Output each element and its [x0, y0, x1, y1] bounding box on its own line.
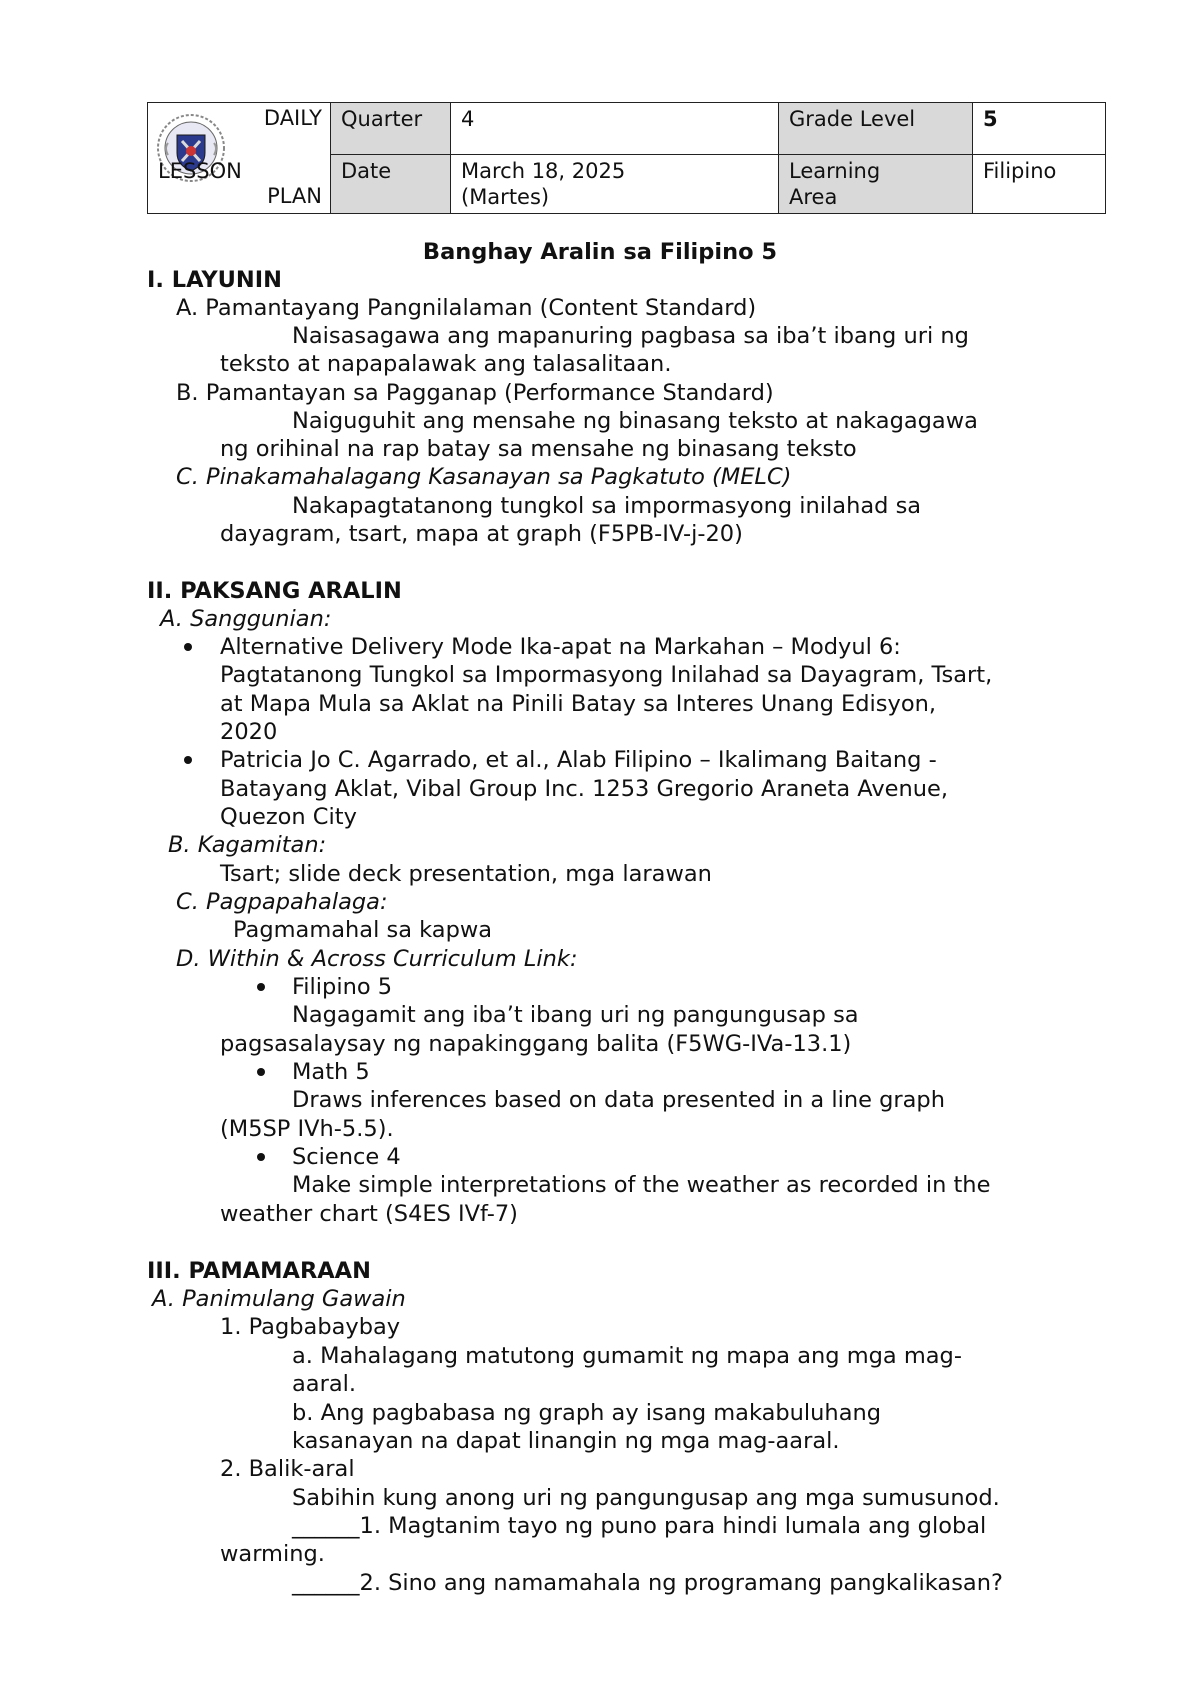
link-math-title: Math 5 [292, 1059, 370, 1085]
performance-standard-text-1: Naiguguhit ang mensahe ng binasang teksto at nakagagawa [292, 408, 978, 434]
link-filipino-text-1: Nagagamit ang iba’t ibang uri ng pangungusap sa [292, 1002, 859, 1028]
pagpapahalaga-label: C. Pagpapahalaga: [176, 889, 388, 915]
date-value-line1: March 18, 2025 [461, 159, 626, 183]
grade-value-cell [973, 103, 1106, 155]
grade-label: Grade Level [789, 107, 916, 131]
layunin-heading: I. LAYUNIN [147, 267, 282, 293]
pagbabaybay-a-2: aaral. [292, 1371, 357, 1397]
grade-value: 5 [983, 107, 998, 131]
reference-2-line-3: Quezon City [220, 804, 357, 830]
reference-2-line-1: Patricia Jo C. Agarrado, et al., Alab Filipino – Ikalimang Baitang - [220, 747, 937, 773]
pamamaraan-heading: III. PAMAMARAAN [147, 1258, 371, 1284]
area-value-cell [973, 155, 1106, 214]
kagamitan-label: B. Kagamitan: [168, 832, 327, 858]
content-standard-text-2: teksto at napapalawak ang talasalitaan. [220, 351, 672, 377]
dlp-plan-label: PLAN [267, 184, 322, 208]
balik-aral-question-2: ______2. Sino ang namamahala ng programang pangkalikasan? [292, 1570, 1003, 1596]
link-math-text-2: (M5SP IVh-5.5). [220, 1116, 394, 1142]
melc-label: C. Pinakamahalagang Kasanayan sa Pagkatuto (MELC) [176, 464, 792, 490]
page-title: Banghay Aralin sa Filipino 5 [422, 239, 778, 265]
area-value: Filipino [983, 159, 1057, 183]
performance-standard-label: B. Pamantayan sa Pagganap (Performance Standard) [176, 380, 774, 406]
date-value-line2: (Martes) [461, 185, 550, 209]
bullet [257, 983, 265, 991]
area-label-line2: Area [789, 185, 838, 209]
date-label: Date [341, 159, 392, 183]
reference-2-line-2: Batayang Aklat, Vibal Group Inc. 1253 Gregorio Araneta Avenue, [220, 776, 949, 802]
link-science-text-1: Make simple interpretations of the weather as recorded in the [292, 1172, 991, 1198]
pagbabaybay-b-2: kasanayan na dapat linangin ng mga mag-aaral. [292, 1428, 840, 1454]
panimulang-gawain-label: A. Panimulang Gawain [152, 1286, 406, 1312]
bullet [257, 1068, 265, 1076]
balik-aral-label: 2. Balik-aral [220, 1456, 355, 1482]
link-filipino-title: Filipino 5 [292, 974, 393, 1000]
link-math-text-1: Draws inferences based on data presented in a line graph [292, 1087, 945, 1113]
quarter-label-cell [331, 103, 451, 155]
bullet [184, 643, 192, 651]
pagbabaybay-b-1: b. Ang pagbabasa ng graph ay isang makabuluhang [292, 1400, 882, 1426]
bullet [184, 756, 192, 764]
content-standard-label: A. Pamantayang Pangnilalaman (Content Standard) [176, 295, 757, 321]
link-science-text-2: weather chart (S4ES IVf-7) [220, 1201, 518, 1227]
dlp-lesson-label: LESSON [158, 159, 242, 183]
balik-aral-question-1-line-1: ______1. Magtanim tayo ng puno para hindi lumala ang global [292, 1513, 987, 1539]
quarter-value-cell [451, 103, 779, 155]
paksa-heading: II. PAKSANG ARALIN [147, 578, 402, 604]
dlp-daily-label: DAILY [263, 106, 322, 130]
bullet [257, 1153, 265, 1161]
pagbabaybay-a-1: a. Mahalagang matutong gumamit ng mapa ang mga mag- [292, 1343, 962, 1369]
balik-aral-question-1-line-2: warming. [220, 1541, 325, 1567]
quarter-label: Quarter [341, 107, 423, 131]
dlp-cell [148, 103, 331, 214]
pagpapahalaga-text: Pagmamahal sa kapwa [233, 917, 493, 943]
date-value-cell [451, 155, 779, 214]
balik-aral-instruction: Sabihin kung anong uri ng pangungusap ang mga sumusunod. [292, 1485, 1000, 1511]
content-standard-text-1: Naisasagawa ang mapanuring pagbasa sa iba’t ibang uri ng [292, 323, 969, 349]
reference-1-line-4: 2020 [220, 719, 278, 745]
link-filipino-text-2: pagsasalaysay ng napakinggang balita (F5WG-IVa-13.1) [220, 1031, 852, 1057]
reference-1-line-2: Pagtatanong Tungkol sa Impormasyong Inilahad sa Dayagram, Tsart, [220, 662, 993, 688]
melc-text-1: Nakapagtatanong tungkol sa impormasyong inilahad sa [292, 493, 922, 519]
reference-1-line-3: at Mapa Mula sa Aklat na Pinili Batay sa Interes Unang Edisyon, [220, 691, 937, 717]
area-label-line1: Learning [789, 159, 881, 183]
performance-standard-text-2: ng orihinal na rap batay sa mensahe ng binasang teksto [220, 436, 857, 462]
header-table [147, 102, 1106, 214]
date-label-cell [331, 155, 451, 214]
kagamitan-text: Tsart; slide deck presentation, mga larawan [220, 861, 712, 887]
area-label-cell [779, 155, 973, 214]
quarter-value: 4 [461, 107, 475, 131]
curriculum-link-label: D. Within & Across Curriculum Link: [176, 946, 578, 972]
sanggunian-label: A. Sanggunian: [160, 606, 332, 632]
grade-label-cell [779, 103, 973, 155]
pagbabaybay-label: 1. Pagbabaybay [220, 1314, 401, 1340]
reference-1-line-1: Alternative Delivery Mode Ika-apat na Markahan – Modyul 6: [220, 634, 901, 660]
melc-text-2: dayagram, tsart, mapa at graph (F5PB-IV-j-20) [220, 521, 743, 547]
link-science-title: Science 4 [292, 1144, 401, 1170]
